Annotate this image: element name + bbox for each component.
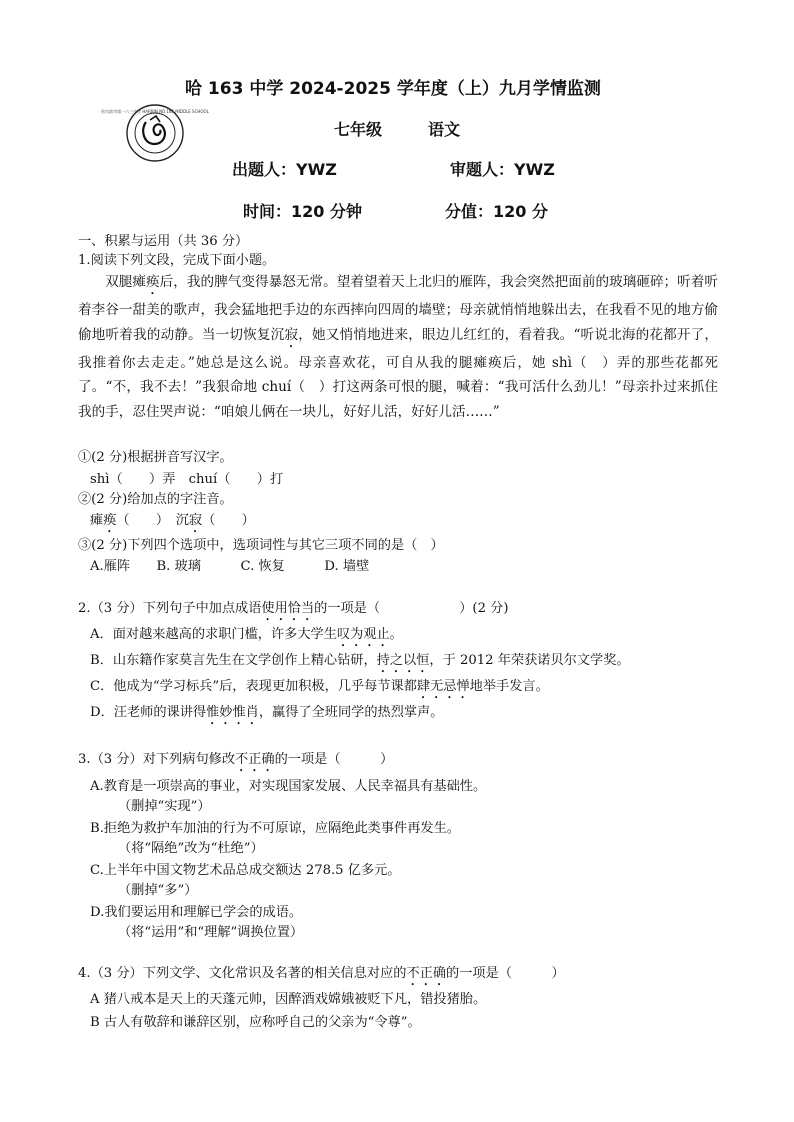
reviewer-label: 审题人：YWZ: [450, 160, 555, 179]
q3-option-c-fix: （删掉“多”）: [118, 883, 198, 898]
passage-dot-ji: 寂: [284, 326, 299, 343]
q2-option-b: B．山东籍作家莫言先生在文学创作上精心钻研，持之以恒，于 2012 年荣获诺贝尔文学奖。: [90, 653, 630, 668]
score-label: 分值：120 分: [445, 202, 548, 221]
logo-ring-text: 哈尔滨市第一六三中学 HARBIN NO.163 MIDDLE SCHOOL: [101, 109, 209, 114]
passage-dot-huan: 痪: [146, 274, 160, 290]
q1-passage: [78, 270, 718, 424]
q4-stem: 4.（3 分）下列文学、文化常识及名著的相关信息对应的不正确的一项是（ ）: [78, 966, 565, 981]
passage-part-b: 后，我的脾气变得暴怒无常。望着望着天上北归的雁阵，我会突然把面前的玻璃砸碎；听着听着李谷一甜美的歌声，我会猛地把手边的东西摔向四周的墙壁；母亲就悄悄地躲出去，在我看不见的地方偷偷地听着我的动静。当一切恢复沉: [78, 274, 719, 343]
q3-option-a: A.教育是一项崇高的事业，对实现国家发展、人民幸福具有基础性。: [90, 779, 487, 794]
q1-sub3-options: A.雁阵 B. 玻璃 C. 恢复 D. 墙壁: [90, 559, 370, 574]
q2-option-c: C．他成为“学习标兵”后，表现更加积极，几乎每节课都肆无忌惮地举手发言。: [90, 679, 549, 694]
q1-sub3: ③(2 分)下列四个选项中，选项词性与其它三项不同的是（ ）: [78, 538, 444, 553]
section-heading: 一、积累与运用（共 36 分）: [78, 234, 249, 249]
q3-option-d-fix: （将“运用”和“理解”调换位置）: [118, 925, 304, 940]
passage-part-a: 双腿瘫: [105, 274, 147, 290]
q3-stem: 3.（3 分）对下列病句修改不正确的一项是（ ）: [78, 752, 394, 767]
school-logo: [101, 104, 209, 162]
q3-option-b-fix: （将“隔绝”改为“杜绝”）: [118, 841, 264, 856]
q4-option-b: B 古人有敬辞和谦辞区别，应称呼自己的父亲为“令尊”。: [90, 1015, 421, 1030]
q1-sub2: ②(2 分)给加点的字注音。: [78, 492, 233, 507]
q2-option-a: A．面对越来越高的求职门槛，许多大学生叹为观止。: [90, 627, 403, 642]
q3-option-a-fix: （删掉“实现”）: [118, 799, 211, 814]
q2-option-d: D．汪老师的课讲得惟妙惟肖，赢得了全班同学的热烈掌声。: [90, 705, 444, 720]
q1-prompt: 1.阅读下列文段，完成下面小题。: [78, 253, 276, 268]
time-label: 时间：120 分钟: [243, 202, 362, 221]
setter-label: 出题人：YWZ: [232, 160, 337, 179]
q1-sub1-line: shì（ ）弄 chuí（ ）打: [90, 472, 284, 487]
subject-label: 语文: [428, 120, 461, 139]
q1-sub2-line: 瘫痪（ ） 沉寂（ ）: [90, 513, 255, 528]
exam-title: 哈 163 中学 2024-2025 学年度（上）九月学情监测: [185, 79, 601, 99]
q3-option-d: D.我们要运用和理解已学会的成语。: [90, 905, 303, 920]
q3-option-c: C.上半年中国文物艺术品总成交额达 278.5 亿多元。: [90, 863, 401, 878]
q2-stem: 2.（3 分）下列句子中加点成语使用恰当的一项是（ ）(2 分): [78, 601, 509, 616]
passage-part-c: ，她又悄悄地进来，眼边儿红红的，看着我。“听说北海的花都开了，我推着你去走走。”她总是这么说。母亲喜欢花，可自从我的腿瘫痪后，她 shì（ ）弄的那些花都死了。“不，我不去！”我狠命地 chuí（ ）打这两条可恨的腿，喊着：“我可活什么劲儿！”母亲扑过来抓住我的手，忍住哭声说：“咱娘儿俩在一块儿，好好儿活，好好儿活……”: [78, 326, 719, 420]
grade-label: 七年级: [334, 120, 383, 139]
q3-option-b: B.拒绝为救护车加油的行为不可原谅，应隔绝此类事件再发生。: [90, 821, 460, 836]
q4-option-a: A 猪八戒本是天上的天蓬元帅，因醉酒戏嫦娥被贬下凡，错投猪胎。: [90, 992, 487, 1007]
q1-sub1: ①(2 分)根据拼音写汉字。: [78, 450, 233, 465]
